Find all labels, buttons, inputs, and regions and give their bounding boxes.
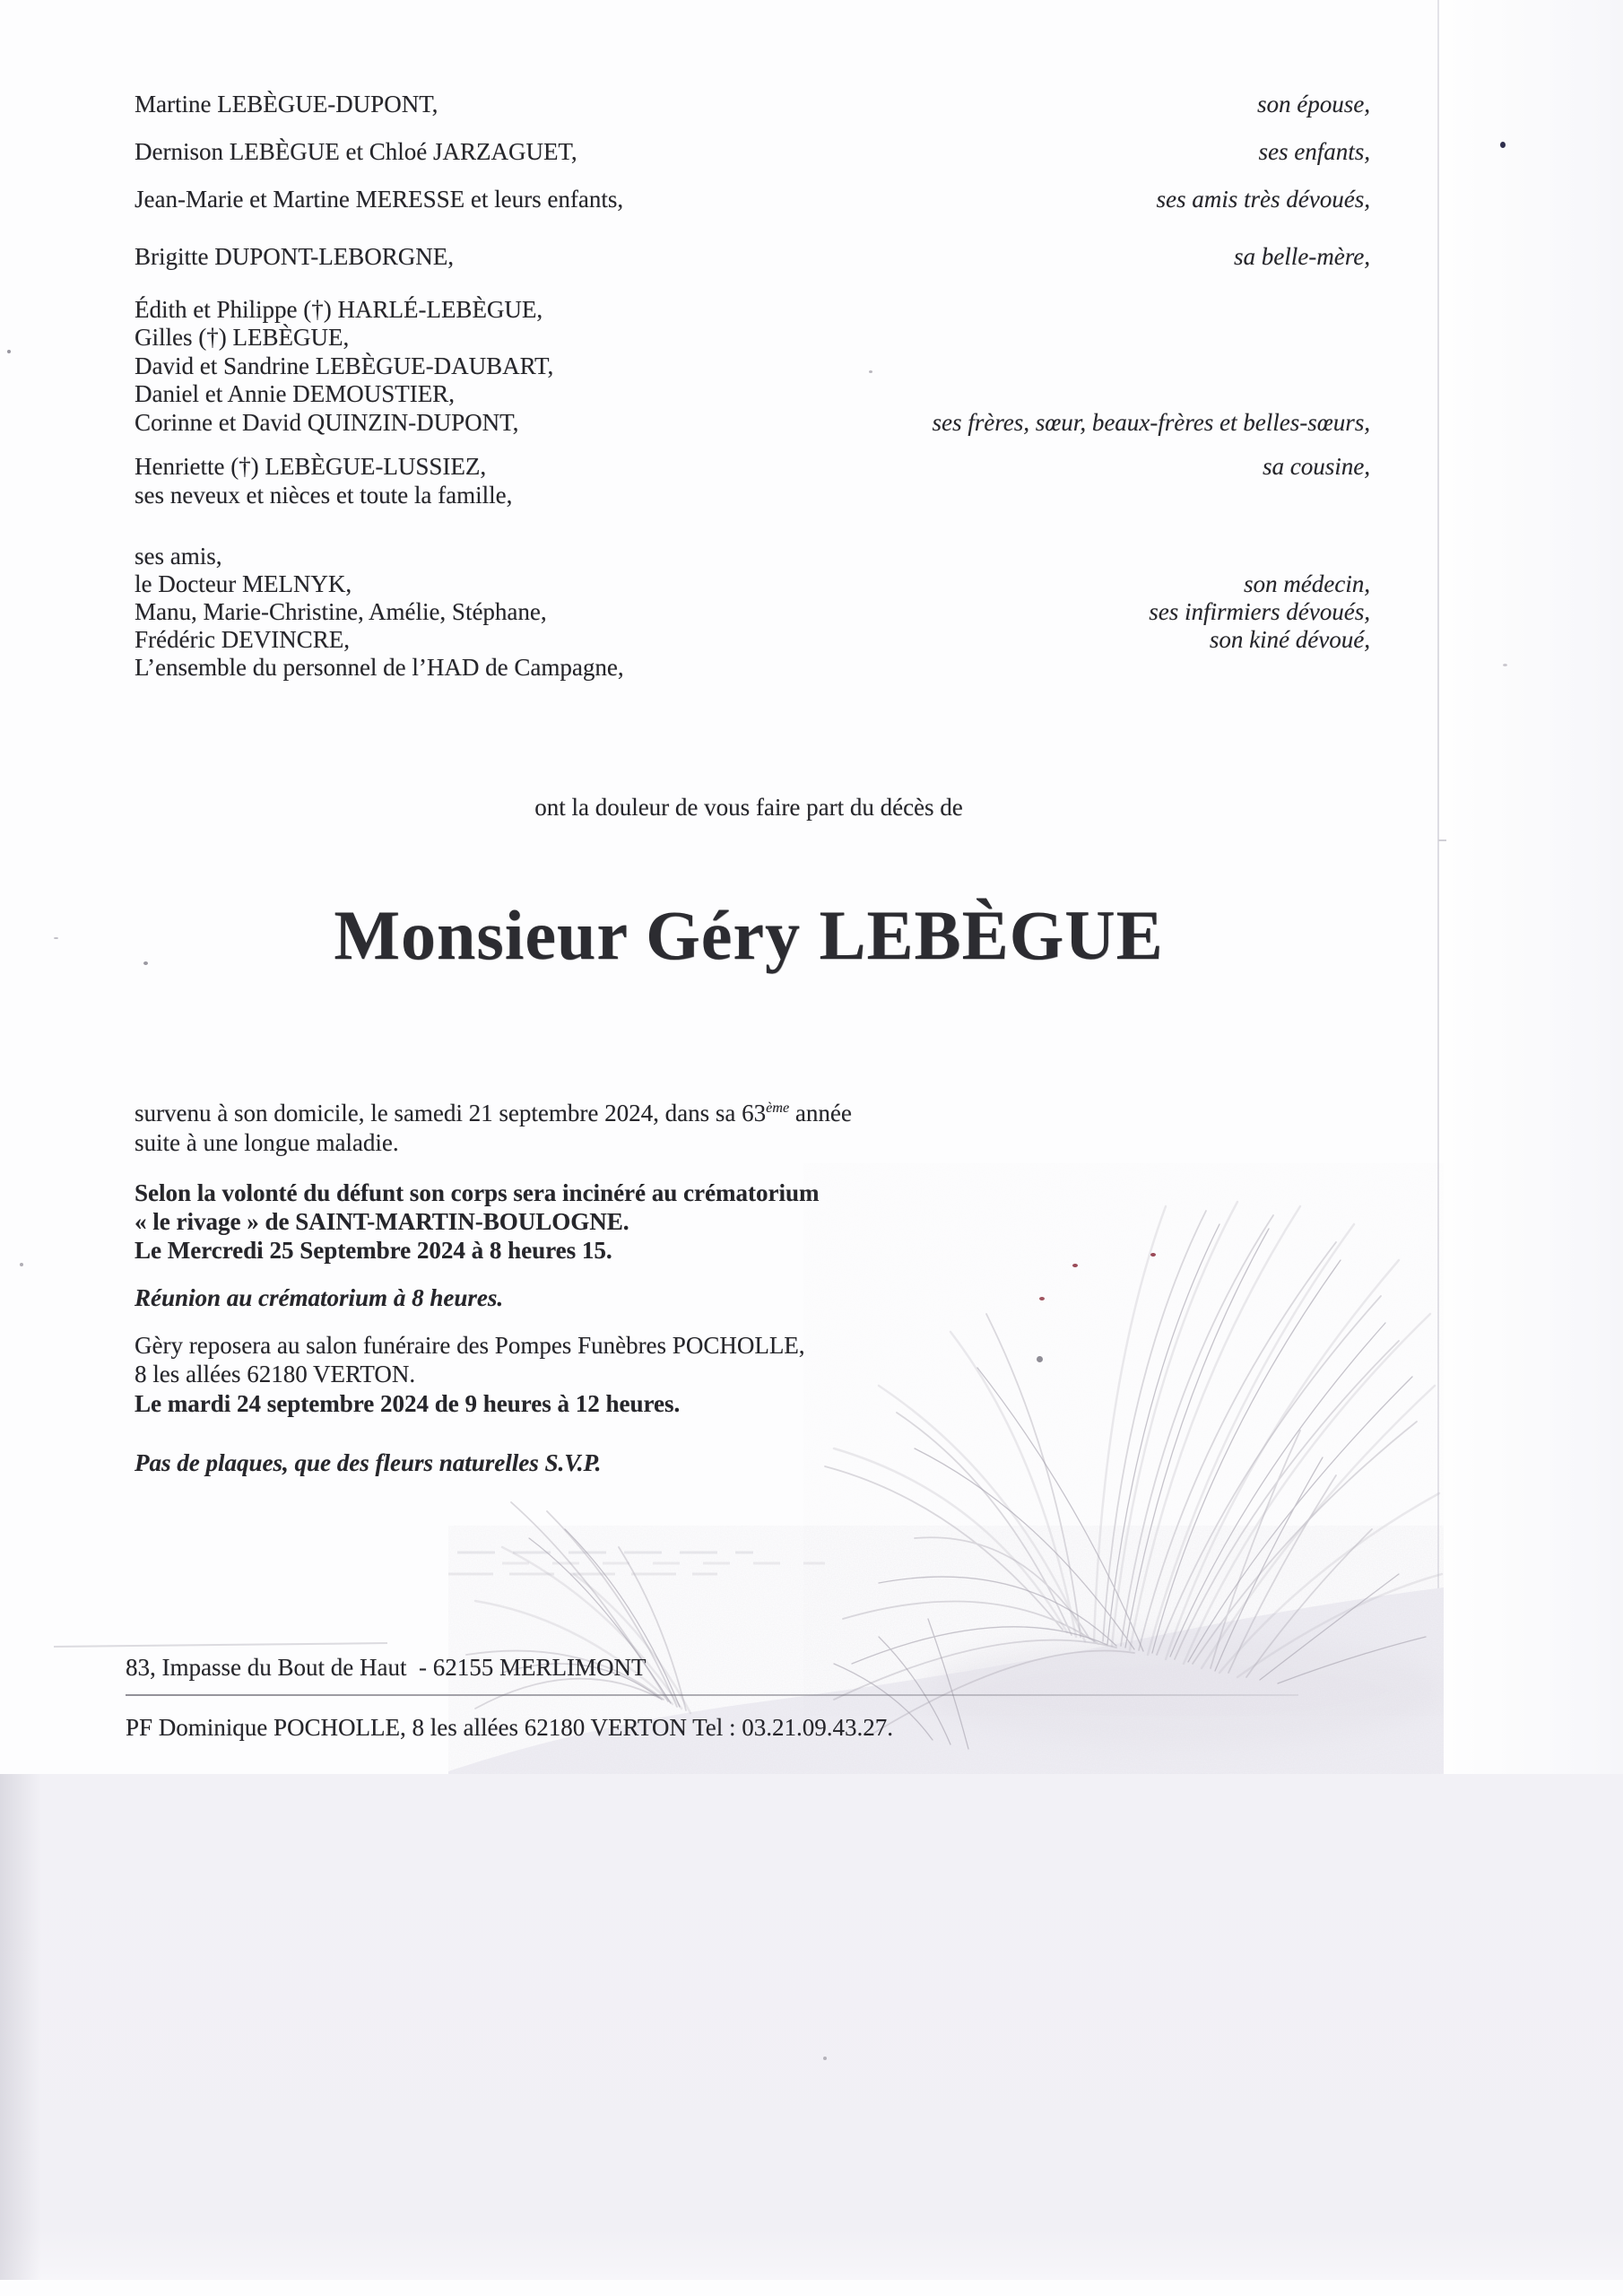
ink-dot-speck [1500, 142, 1506, 148]
repose-line-1: Gèry reposera au salon funéraire des Pompes Funèbres POCHOLLE, [135, 1332, 805, 1359]
scan-band-left-shadow [0, 1774, 41, 2280]
card-fold-right-panel [1439, 0, 1623, 1774]
red-speck [1150, 1253, 1156, 1257]
scan-speck [54, 937, 58, 939]
relation-line: ses amis très dévoués, [1156, 186, 1370, 213]
relation-line: sa cousine, [1263, 453, 1370, 480]
mourner-line: Corinne et David QUINZIN-DUPONT, [135, 409, 519, 436]
scan-speck [1037, 1356, 1043, 1362]
mourner-line: Frédéric DEVINCRE, [135, 626, 350, 653]
red-speck [1072, 1264, 1078, 1267]
mourner-line: Jean-Marie et Martine MERESSE et leurs enfants, [135, 186, 624, 213]
mourner-line: David et Sandrine LEBÈGUE-DAUBART, [135, 352, 554, 379]
mourner-line: ses neveux et nièces et toute la famille, [135, 482, 513, 509]
cremation-line-1: Selon la volonté du défunt son corps sera incinéré au crématorium [135, 1179, 820, 1206]
scan-scratch-line [54, 1642, 387, 1648]
relation-line: son kiné dévoué, [1209, 626, 1370, 653]
funeral-home-line: PF Dominique POCHOLLE, 8 les allées 62180 VERTON Tel : 03.21.09.43.27. [126, 1714, 893, 1741]
cremation-line-2: « le rivage » de SAINT-MARTIN-BOULOGNE. [135, 1208, 629, 1235]
mourner-line: L’ensemble du personnel de l’HAD de Campagne, [135, 654, 624, 681]
mourner-line: Daniel et Annie DEMOUSTIER, [135, 380, 455, 407]
scan-speck [20, 1263, 23, 1266]
meeting-line: Réunion au crématorium à 8 heures. [135, 1284, 504, 1311]
relation-line: son médecin, [1244, 570, 1370, 597]
passing-line-2: suite à une longue maladie. [135, 1129, 399, 1156]
home-address-line: 83, Impasse du Bout de Haut - 62155 MERLIMONT [126, 1654, 647, 1681]
passing-text-suffix: année [789, 1100, 852, 1126]
mourner-line: ses amis, [135, 543, 222, 570]
scan-speck [143, 961, 148, 965]
scan-speck [1503, 664, 1507, 666]
scan-speck [7, 350, 11, 353]
scan-bottom-band [0, 1774, 1623, 2280]
mourner-line: Manu, Marie-Christine, Amélie, Stéphane, [135, 598, 547, 625]
relation-line: sa belle-mère, [1234, 243, 1370, 270]
relation-line: son épouse, [1257, 91, 1370, 117]
scan-speck [823, 2057, 827, 2060]
mourner-line: Édith et Philippe (†) HARLÉ-LEBÈGUE, [135, 296, 543, 323]
repose-line-3: Le mardi 24 septembre 2024 de 9 heures à 12 heures. [135, 1390, 681, 1417]
fold-nick-mark [1438, 839, 1446, 841]
mourner-line: Henriette (†) LEBÈGUE-LUSSIEZ, [135, 453, 487, 480]
flowers-line: Pas de plaques, que des fleurs naturelles S.V.P. [135, 1449, 602, 1476]
mourner-line: Martine LEBÈGUE-DUPONT, [135, 91, 438, 117]
cremation-line-3: Le Mercredi 25 Septembre 2024 à 8 heures 15. [135, 1237, 612, 1264]
relation-line: ses enfants, [1258, 138, 1370, 165]
tuft-grain-texture [834, 1188, 1444, 1691]
red-speck [1039, 1297, 1045, 1300]
passing-line-1 [135, 1099, 852, 1128]
scan-speck [869, 370, 872, 373]
deceased-name-title: Monsieur Géry LEBÈGUE [334, 896, 1164, 974]
ordinal-superscript: ème [766, 1100, 790, 1116]
mourner-line: Gilles (†) LEBÈGUE, [135, 324, 350, 351]
passing-text: survenu à son domicile, le samedi 21 septembre 2024, dans sa 63 [135, 1100, 767, 1126]
mourner-line: le Docteur MELNYK, [135, 570, 352, 597]
relation-line: ses frères, sœur, beaux-frères et belles-sœurs, [932, 409, 1370, 436]
repose-line-2: 8 les allées 62180 VERTON. [135, 1361, 416, 1387]
relation-line: ses infirmiers dévoués, [1149, 598, 1370, 625]
mourner-line: Dernison LEBÈGUE et Chloé JARZAGUET, [135, 138, 577, 165]
mourner-line: Brigitte DUPONT-LEBORGNE, [135, 243, 454, 270]
separator-line [126, 1694, 1298, 1696]
lead-in-text: ont la douleur de vous faire part du décès de [534, 794, 963, 821]
